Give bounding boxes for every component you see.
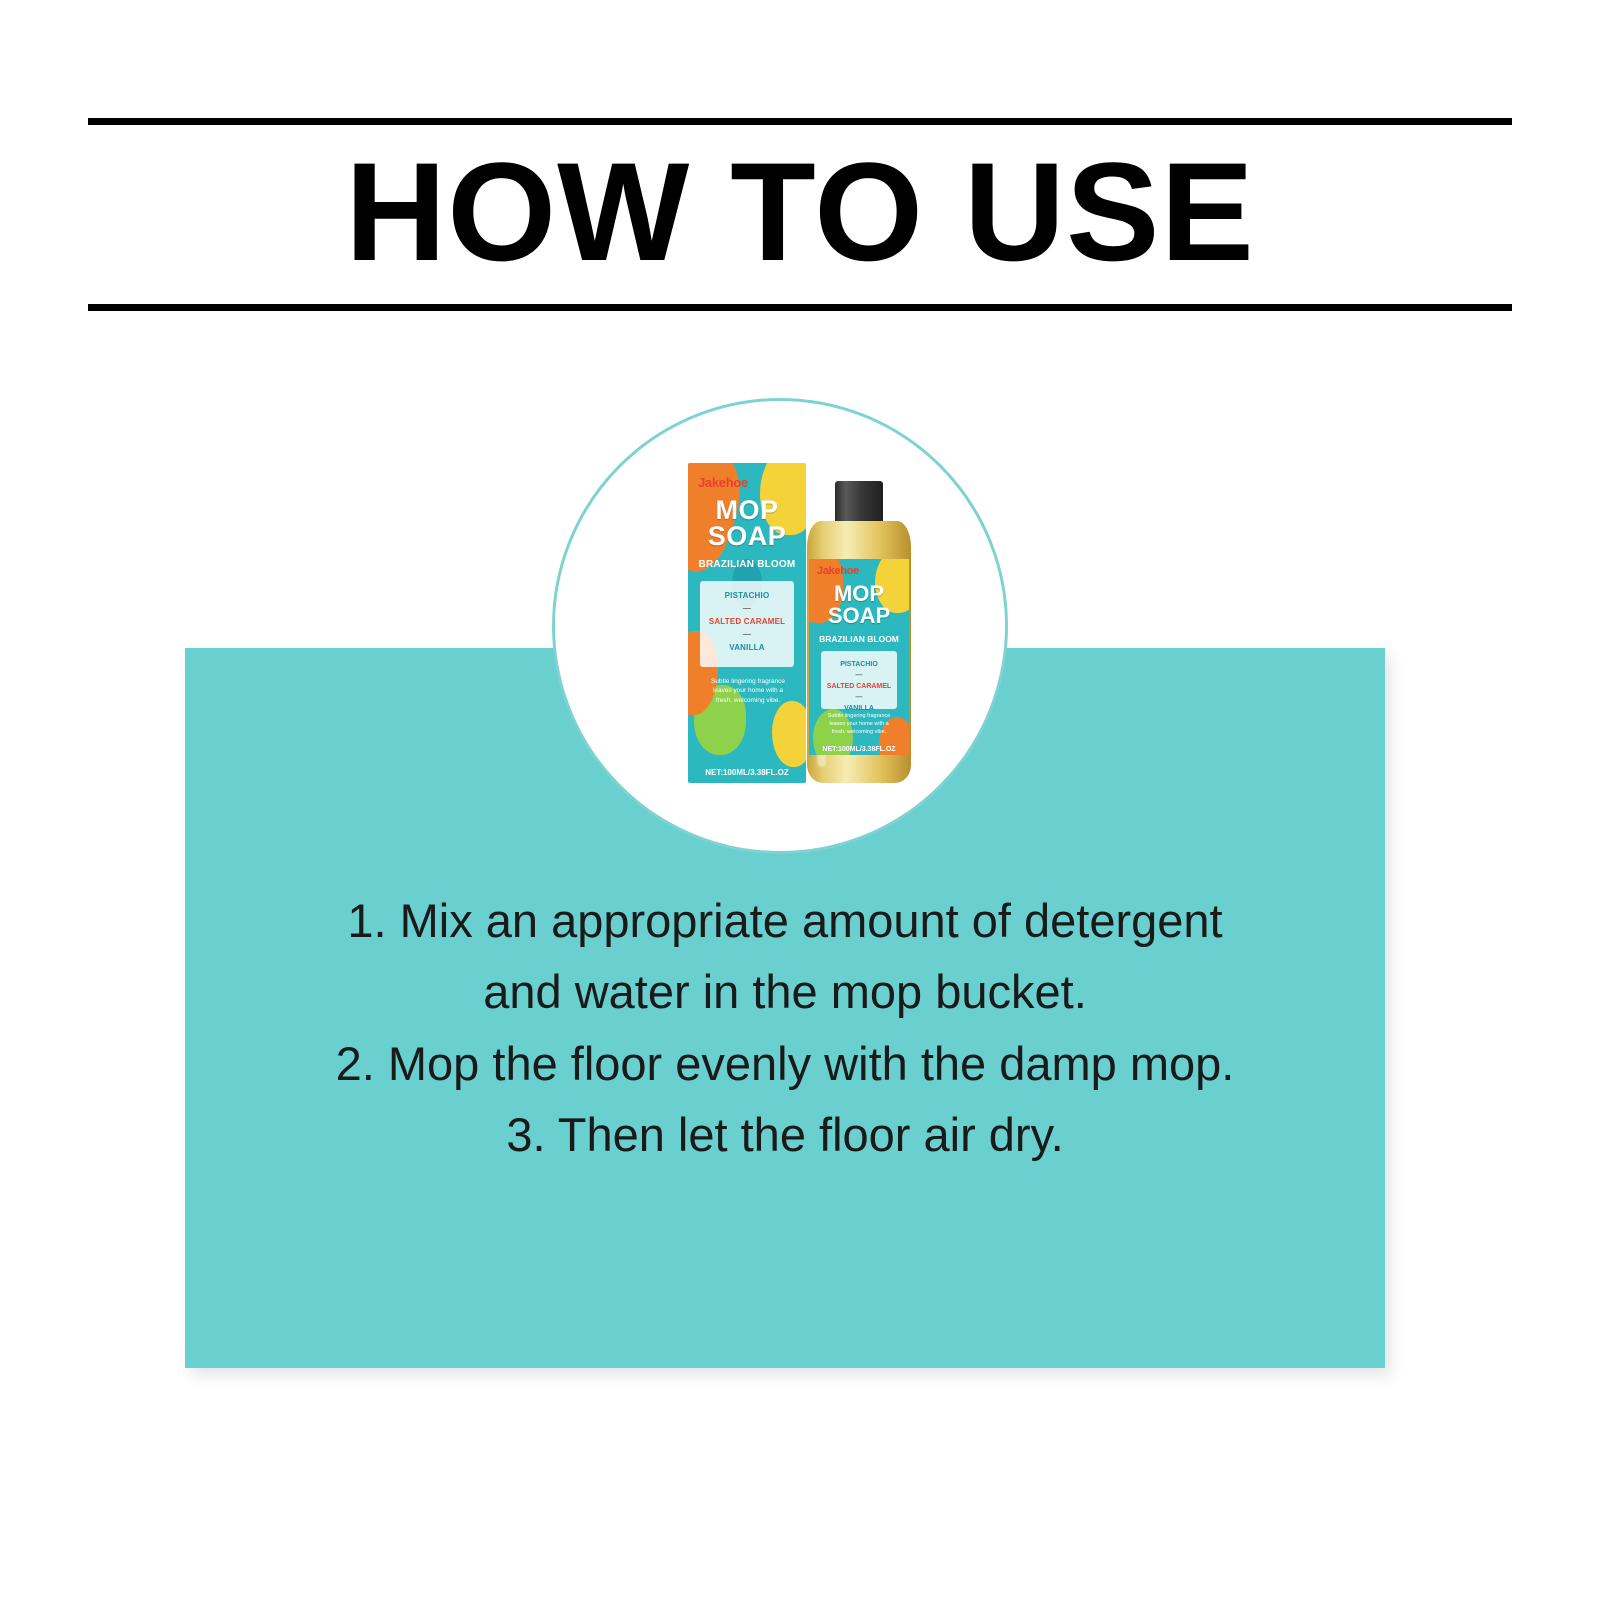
carton-blob-yellow-2	[772, 701, 806, 767]
bottle-body	[807, 521, 911, 783]
title-divider-top	[88, 118, 1512, 125]
bottle-net-contents: NET:100ML/3.38FL.OZ	[822, 746, 896, 753]
bottle-flavor-divider-2: —	[855, 694, 863, 701]
carton-description: Subtle lingering fragrance leaves your home with a fresh, welcoming vibe.	[710, 678, 786, 704]
carton-subtitle: BRAZILIAN BLOOM	[698, 559, 796, 570]
bottle-flavor-3: VANILLA	[844, 705, 874, 712]
bottle-flavor-divider-1: —	[855, 672, 863, 679]
bottle-title-line2: SOAP	[827, 602, 891, 628]
page-title: HOW TO USE	[345, 133, 1255, 290]
product-bottle	[807, 481, 911, 783]
bottle-brand: Jakehoe	[817, 565, 859, 577]
bottle-title-line1: MOP	[833, 581, 885, 606]
title-block	[88, 118, 1512, 311]
bottle-flavor-panel	[821, 651, 897, 712]
product-image-circle	[552, 398, 1008, 854]
bottle-title	[809, 583, 909, 626]
carton-title	[688, 497, 806, 550]
carton-flavor-divider-2: —	[742, 630, 752, 639]
bottle-subtitle: BRAZILIAN BLOOM	[819, 634, 899, 644]
bottle-cap	[835, 481, 883, 525]
product-carton	[688, 463, 806, 783]
bottle-label	[809, 559, 909, 755]
carton-title-line2: SOAP	[707, 521, 787, 552]
bottle-flavor-1: PISTACHIO	[840, 661, 878, 668]
title-divider-bottom	[88, 304, 1512, 311]
bottle-description: Subtle lingering fragrance leaves your home with a fresh, welcoming vibe.	[827, 713, 891, 735]
carton-flavor-divider-1: —	[742, 604, 752, 613]
carton-title-line1: MOP	[715, 495, 779, 525]
instruction-step-3: 3. Then let the floor air dry.	[506, 1108, 1064, 1162]
instruction-step-1-cont: and water in the mop bucket.	[483, 965, 1087, 1019]
bottle-flavor-2: SALTED CARAMEL	[826, 683, 892, 690]
instructions-text	[185, 885, 1385, 1171]
carton-brand: Jakehoe	[698, 475, 748, 490]
instruction-step-2: 2. Mop the floor evenly with the damp mop.	[335, 1036, 1235, 1090]
carton-flavor-2: SALTED CARAMEL	[708, 617, 786, 626]
carton-flavor-panel	[700, 581, 794, 667]
carton-net-contents: NET:100ML/3.38FL.OZ	[705, 768, 789, 777]
carton-flavor-3: VANILLA	[729, 643, 765, 652]
instruction-step-1: 1. Mix an appropriate amount of detergent	[347, 894, 1223, 947]
carton-flavor-1: PISTACHIO	[724, 591, 770, 600]
